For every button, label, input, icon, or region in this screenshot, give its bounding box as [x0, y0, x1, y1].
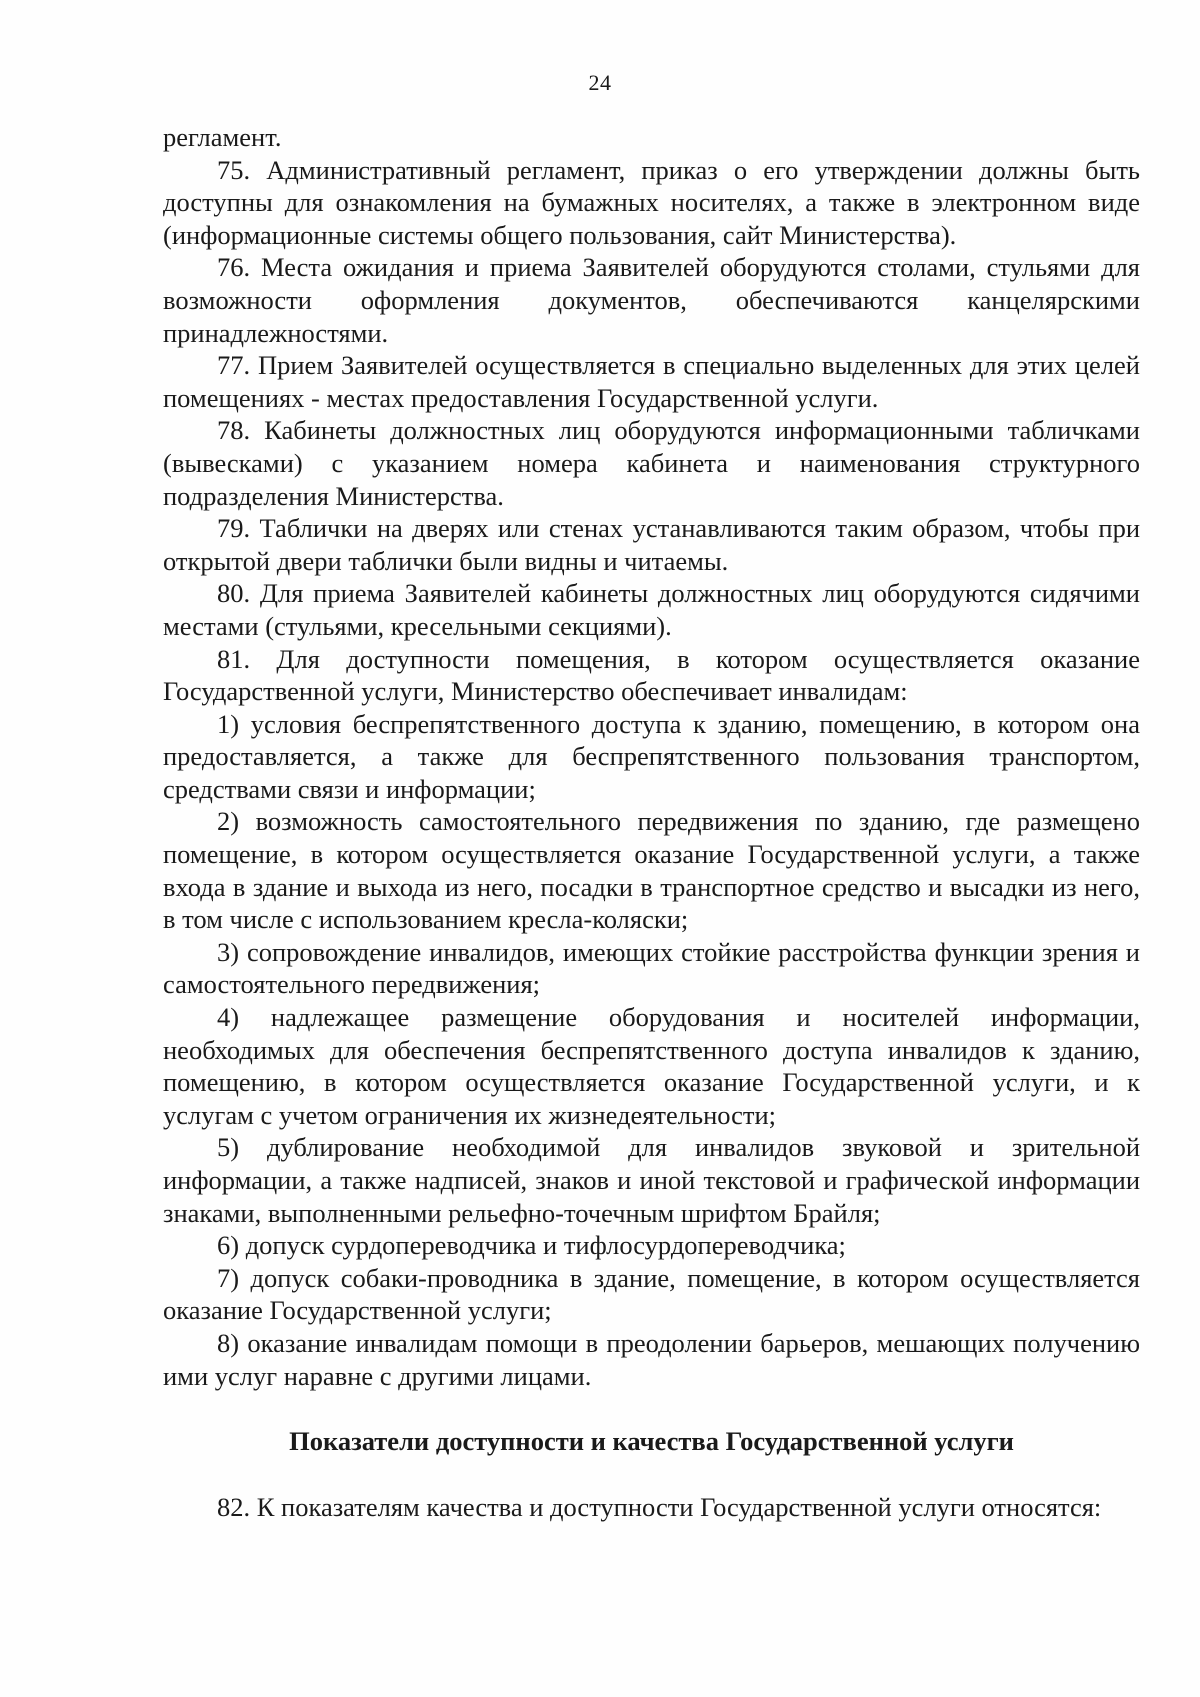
paragraph-80: 80. Для приема Заявителей кабинеты должностных лиц оборудуются сидячими местами (стульями, кресельными секциями).: [163, 578, 1140, 641]
paragraph-78: 78. Кабинеты должностных лиц оборудуются информационными табличками (вывесками) с указанием номера кабинета и наименования структурного подразделения Министерства.: [163, 415, 1140, 511]
paragraph-75: 75. Административный регламент, приказ о его утверждении должны быть доступны для ознакомления на бумажных носителях, а также в электронном виде (информационные системы общего пользования, сайт Министерства).: [163, 154, 1140, 250]
list-item-6: 6) допуск сурдопереводчика и тифлосурдопереводчика;: [217, 1230, 846, 1261]
list-item-3: 3) сопровождение инвалидов, имеющих стойкие расстройства функции зрения и самостоятельного передвижения;: [163, 936, 1140, 1000]
paragraph-76: 76. Места ожидания и приема Заявителей оборудуются столами, стульями для возможности оформления документов, обеспечиваются канцелярскими принадлежностями.: [163, 252, 1140, 348]
list-item-5: 5) дублирование необходимой для инвалидов звуковой и зрительной информации, а также надписей, знаков и иной текстовой и графической информации знаками, выполненными рельефно-точечным шрифтом Брайля;: [163, 1132, 1140, 1228]
list-item-8: 8) оказание инвалидам помощи в преодолении барьеров, мешающих получению ими услуг наравне с другими лицами.: [163, 1327, 1140, 1391]
document-body: [163, 121, 1140, 1523]
list-item-1: 1) условия беспрепятственного доступа к зданию, помещению, в котором она предоставляется, а также для беспрепятственного пользования транспортом, средствами связи и информации;: [163, 708, 1140, 804]
paragraph-regulation-continuation: регламент.: [163, 122, 282, 152]
paragraph-79: 79. Таблички на дверях или стенах устанавливаются таким образом, чтобы при открытой двери таблички были видны и читаемы.: [163, 513, 1140, 576]
list-item-7: 7) допуск собаки-проводника в здание, помещение, в котором осуществляется оказание Государственной услуги;: [163, 1262, 1140, 1326]
page-number: 24: [588, 70, 612, 95]
paragraph-81: 81. Для доступности помещения, в котором осуществляется оказание Государственной услуги, Министерство обеспечивает инвалидам:: [163, 643, 1140, 707]
list-item-4: 4) надлежащее размещение оборудования и носителей информации, необходимых для обеспечения беспрепятственного доступа инвалидов к зданию, помещению, в котором осуществляется оказание Государственной услуги, и к услугам с учетом ограничения их жизнедеятельности;: [163, 1002, 1140, 1130]
section-heading: Показатели доступности и качества Государственной услуги: [289, 1426, 1014, 1457]
paragraph-77: 77. Прием Заявителей осуществляется в специально выделенных для этих целей помещениях - местах предоставления Государственной услуги.: [163, 350, 1140, 413]
list-item-2: 2) возможность самостоятельного передвижения по зданию, где размещено помещение, в котором осуществляется оказание Государственной услуги, а также входа в здание и выхода из него, посадки в транспортное средство и высадки из него, в том числе с использованием кресла-коляски;: [163, 806, 1140, 935]
paragraph-82: 82. К показателям качества и доступности Государственной услуги относятся:: [217, 1491, 1102, 1522]
